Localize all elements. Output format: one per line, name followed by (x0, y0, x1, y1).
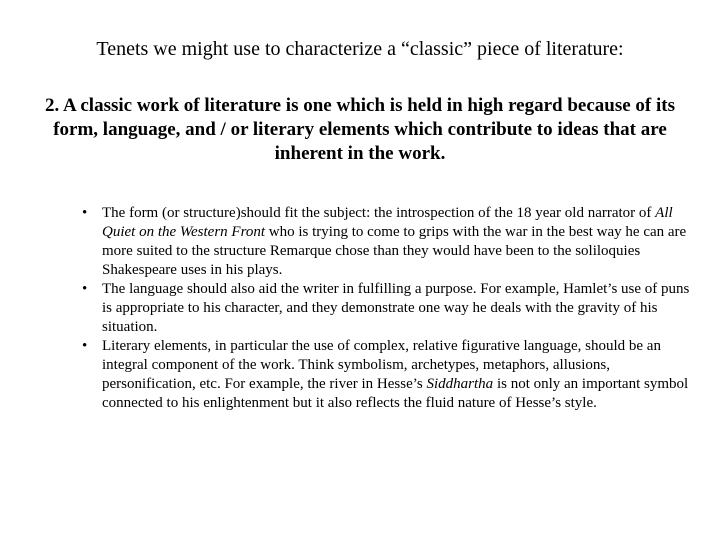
bullet-list (82, 204, 692, 413)
bullet-icon: • (82, 338, 88, 354)
bullet-icon: • (82, 205, 88, 221)
slide-heading: 2. A classic work of literature is one which is held in high regard because of its form, language, and / or literary elements which contribute to ideas that are inherent in the work. (45, 95, 675, 164)
bullet-item-literary-elements (82, 337, 692, 413)
book-title-all-quiet: All Quiet on the Western Front (102, 205, 673, 240)
bullet-text-post: who is trying to come to grips with the war in the best way he can are more suited to the structure Remarque chose than they would have been to the soliloquies Shakespeare uses in his plays. (102, 224, 687, 278)
bullet-text-post: is not only an important symbol connected to his enlightenment but it also reflects the fluid nature of Hesse’s style. (102, 376, 689, 411)
bullet-item-language (82, 280, 692, 337)
bullet-text (102, 338, 688, 411)
slide-title: Tenets we might use to characterize a “classic” piece of literature: (96, 38, 624, 60)
bullet-text-pre: The form (or structure)should fit the subject: the introspection of the 18 year old narrator of (102, 205, 656, 221)
bullet-item-form (82, 204, 692, 280)
bullet-text: The language should also aid the writer in fulfilling a purpose. For example, Hamlet’s use of puns is appropriate to his character, and they demonstrate one way he deals with the gravity of his situation. (102, 281, 690, 335)
bullet-icon: • (82, 281, 88, 297)
bullet-text (102, 205, 686, 278)
book-title-siddhartha: Siddhartha (426, 376, 494, 392)
bullet-text-pre: Literary elements, in particular the use of complex, relative figurative language, should be an integral component of the work. Think symbolism, archetypes, metaphors, allusions, personification, etc. For example, the river in Hesse’s (102, 338, 661, 392)
